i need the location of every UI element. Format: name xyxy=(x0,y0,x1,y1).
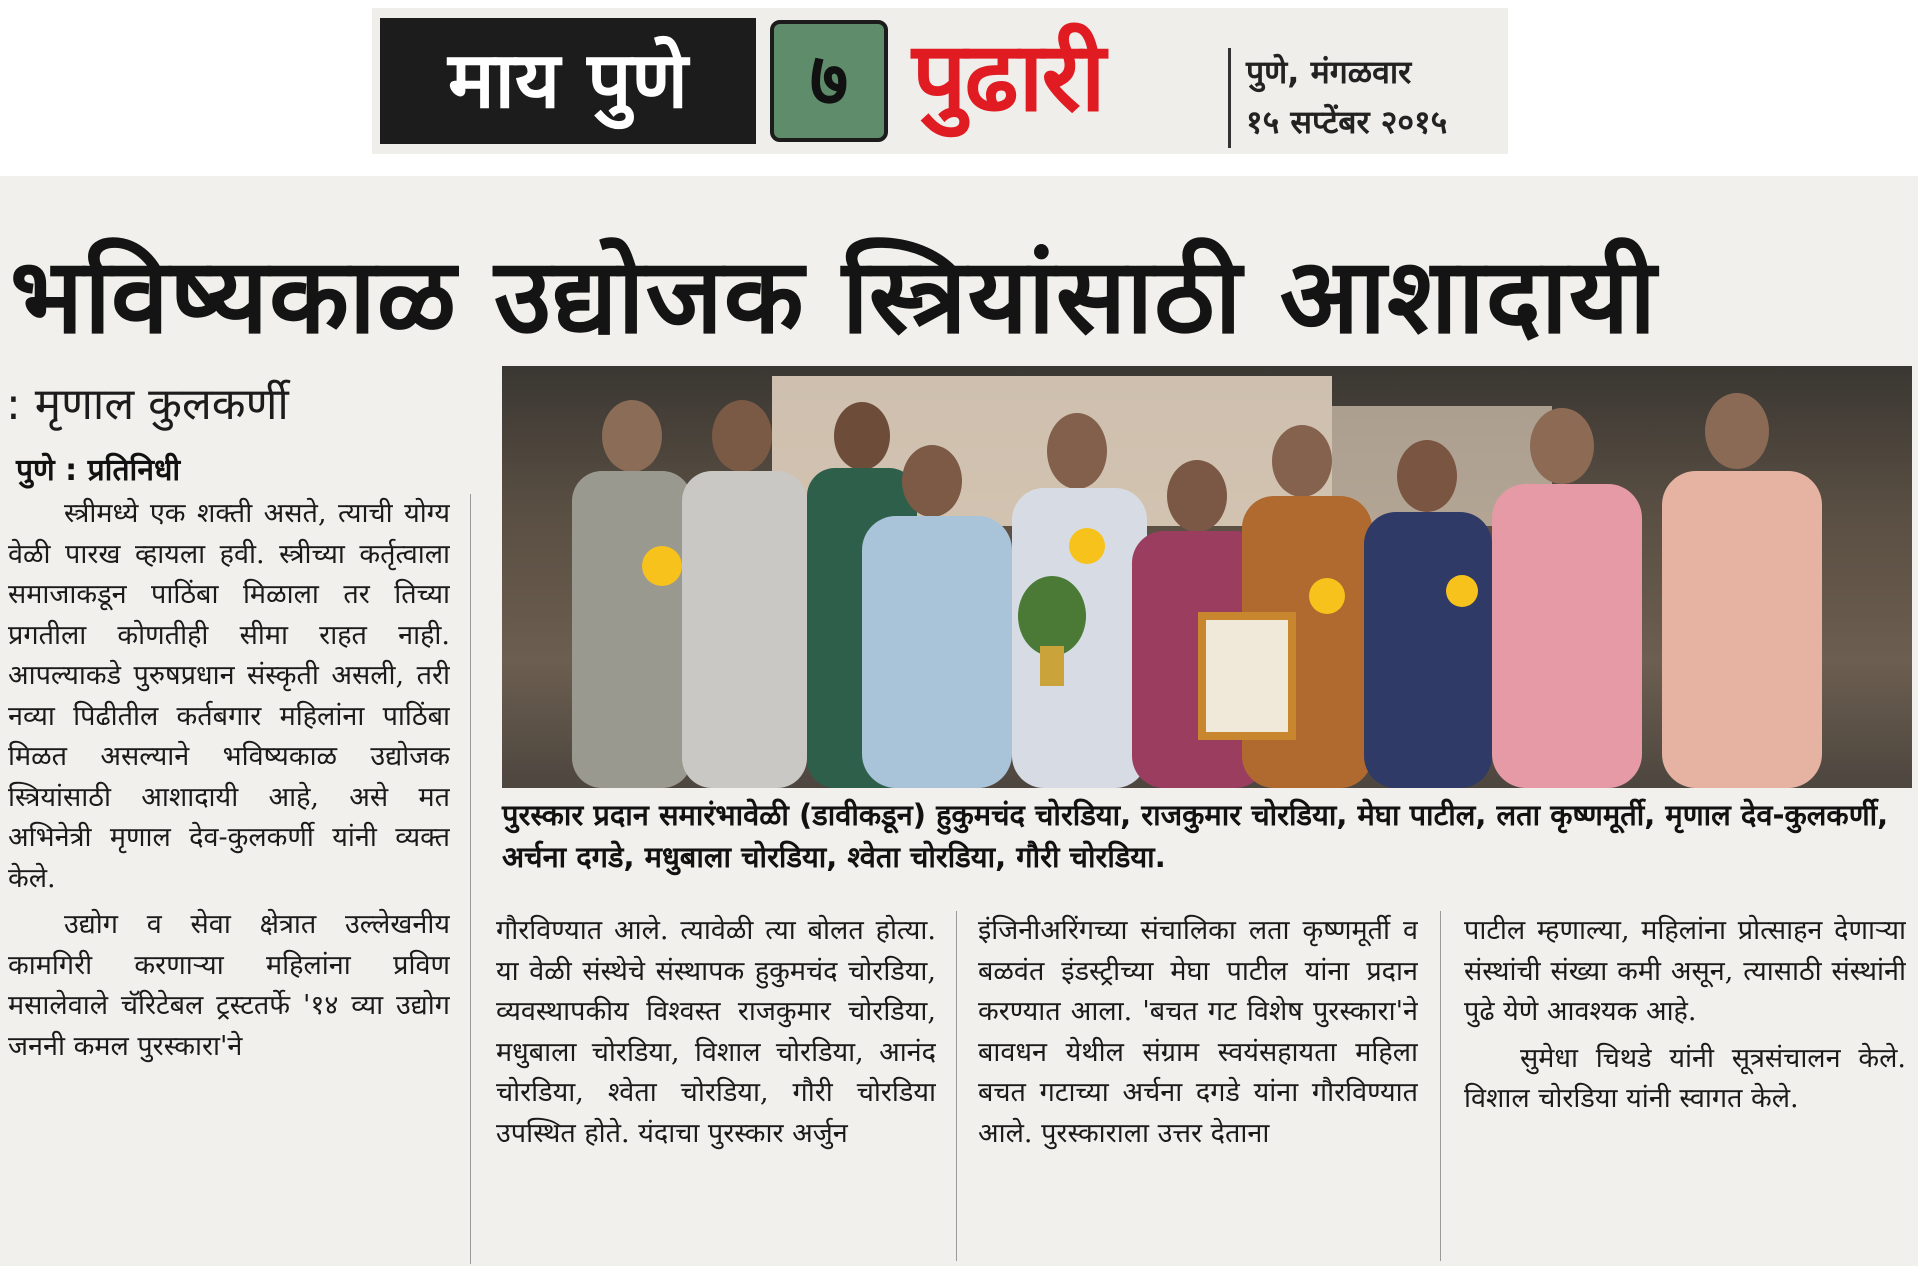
article-dateline: पुणे : प्रतिनिधी xyxy=(16,453,181,488)
page-number-badge: ७ xyxy=(770,20,888,142)
paragraph: पाटील म्हणाल्या, महिलांना प्रोत्साहन देणाऱ्या संस्थांची संख्या कमी असून, त्यासाठी संस्थांनी पुढे येणे आवश्यक आहे. xyxy=(1464,915,1906,1027)
section-title: माय पुणे xyxy=(380,18,756,144)
award-ceremony-illustration xyxy=(502,366,1912,788)
masthead-date: १५ सप्टेंबर २०१५ xyxy=(1246,103,1448,141)
article-column-2 xyxy=(496,911,936,1261)
article-column-1 xyxy=(8,494,450,1266)
newspaper-clipping xyxy=(0,176,1918,1266)
column-divider xyxy=(956,911,957,1261)
article-headline: भविष्यकाळ उद्योजक स्त्रियांसाठी आशादायी xyxy=(10,234,1658,357)
article-column-4 xyxy=(1464,911,1906,1261)
paragraph: सुमेधा चिथडे यांनी सूत्रसंचालन केले. विशाल चोरडिया यांनी स्वागत केले. xyxy=(1464,1042,1906,1114)
event-photo xyxy=(502,366,1912,788)
masthead-divider xyxy=(1228,48,1231,148)
paragraph: स्त्रीमध्ये एक शक्ती असते, त्याची योग्य वेळी पारख व्हायला हवी. स्त्रीच्या कर्तृत्वाला समाजाकडून पाठिंबा मिळाला तर तिच्या प्रगतीला कोणतीही सीमा राहत नाही. आपल्याकडे पुरुषप्रधान संस्कृती असली, तरी नव्या पिढीतील कर्तबगार महिलांना पाठिंबा मिळत असल्याने भविष्यकाळ उद्योजक स्त्रियांसाठी आशादायी आहे, असे मत अभिनेत्री मृणाल देव-कुलकर्णी यांनी व्यक्त केले. xyxy=(8,498,450,894)
paragraph: इंजिनीअरिंगच्या संचालिका लता कृष्णमूर्ती व बळवंत इंडस्ट्रीच्या मेघा पाटील यांना प्रदान करण्यात आला. 'बचत गट विशेष पुरस्कारा'ने बावधन येथील संग्राम स्वयंसहायता महिला बचत गटाच्या अर्चना दगडे यांना गौरविण्यात आले. पुरस्काराला उत्तर देताना xyxy=(978,915,1418,1149)
newspaper-masthead xyxy=(372,8,1508,154)
photo-caption: पुरस्कार प्रदान समारंभावेळी (डावीकडून) हुकुमचंद चोरडिया, राजकुमार चोरडिया, मेघा पाटील, लता कृष्णमूर्ती, मृणाल देव-कुलकर्णी, अर्चना दगडे, मधुबाला चोरडिया, श्वेता चोरडिया, गौरी चोरडिया. xyxy=(502,798,1889,874)
article-column-3 xyxy=(978,911,1418,1261)
masthead-city-day: पुणे, मंगळवार xyxy=(1246,53,1412,91)
article-byline: : मृणाल कुलकर्णी xyxy=(6,379,289,430)
column-divider xyxy=(470,494,471,1264)
paragraph: गौरविण्यात आले. त्यावेळी त्या बोलत होत्या. या वेळी संस्थेचे संस्थापक हुकुमचंद चोरडिया, व्यवस्थापकीय विश्वस्त राजकुमार चोरडिया, मधुबाला चोरडिया, विशाल चोरडिया, आनंद चोरडिया, श्वेता चोरडिया, गौरी चोरडिया उपस्थित होते. यंदाचा पुरस्कार अर्जुन xyxy=(496,915,936,1149)
column-divider xyxy=(1440,911,1441,1261)
newspaper-logo: पुढारी xyxy=(912,21,1104,133)
paragraph: उद्योग व सेवा क्षेत्रात उल्लेखनीय कामगिरी करणाऱ्या महिलांना प्रविण मसालेवाले चॅरिटेबल ट्रस्टतर्फे '१४ व्या उद्योग जननी कमल पुरस्कारा'ने xyxy=(8,909,450,1062)
